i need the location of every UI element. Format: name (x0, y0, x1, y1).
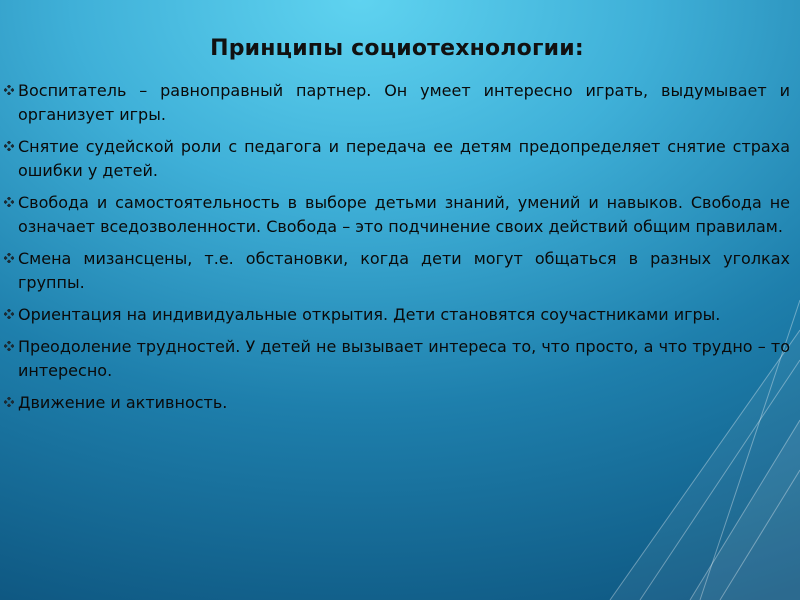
diamond-bullet-icon (4, 309, 14, 319)
bullet-item (4, 247, 790, 295)
bullet-text: Движение и активность. (18, 393, 228, 412)
bullet-text: Снятие судейской роли с педагога и передача ее детям предопределяет снятие страха ошибки у детей. (18, 137, 790, 180)
bullet-text: Преодоление трудностей. У детей не вызывает интереса то, что просто, а что трудно – то интересно. (18, 337, 790, 380)
bullet-text: Ориентация на индивидуальные открытия. Дети становятся соучастниками игры. (18, 305, 721, 324)
diamond-bullet-icon (4, 341, 14, 351)
bullet-text: Воспитатель – равноправный партнер. Он умеет интересно играть, выдумывает и организует игры. (18, 81, 790, 124)
diamond-bullet-icon (4, 141, 14, 151)
bullet-item (4, 303, 790, 327)
bullet-item (4, 335, 790, 383)
bullet-item (4, 135, 790, 183)
diamond-bullet-icon (4, 253, 14, 263)
diamond-bullet-icon (4, 197, 14, 207)
bullet-item (4, 79, 790, 127)
bullet-item (4, 391, 790, 415)
slide-title: Принципы социотехнологии: (210, 36, 584, 61)
bullet-text: Смена мизансцены, т.е. обстановки, когда дети могут общаться в разных уголках группы. (18, 249, 790, 292)
bullet-list (4, 79, 790, 415)
bullet-item (4, 191, 790, 239)
diamond-bullet-icon (4, 85, 14, 95)
diamond-bullet-icon (4, 397, 14, 407)
bullet-text: Свобода и самостоятельность в выборе детьми знаний, умений и навыков. Свобода не означает вседозволенности. Свобода – это подчинение своих действий общим правилам. (18, 193, 790, 236)
